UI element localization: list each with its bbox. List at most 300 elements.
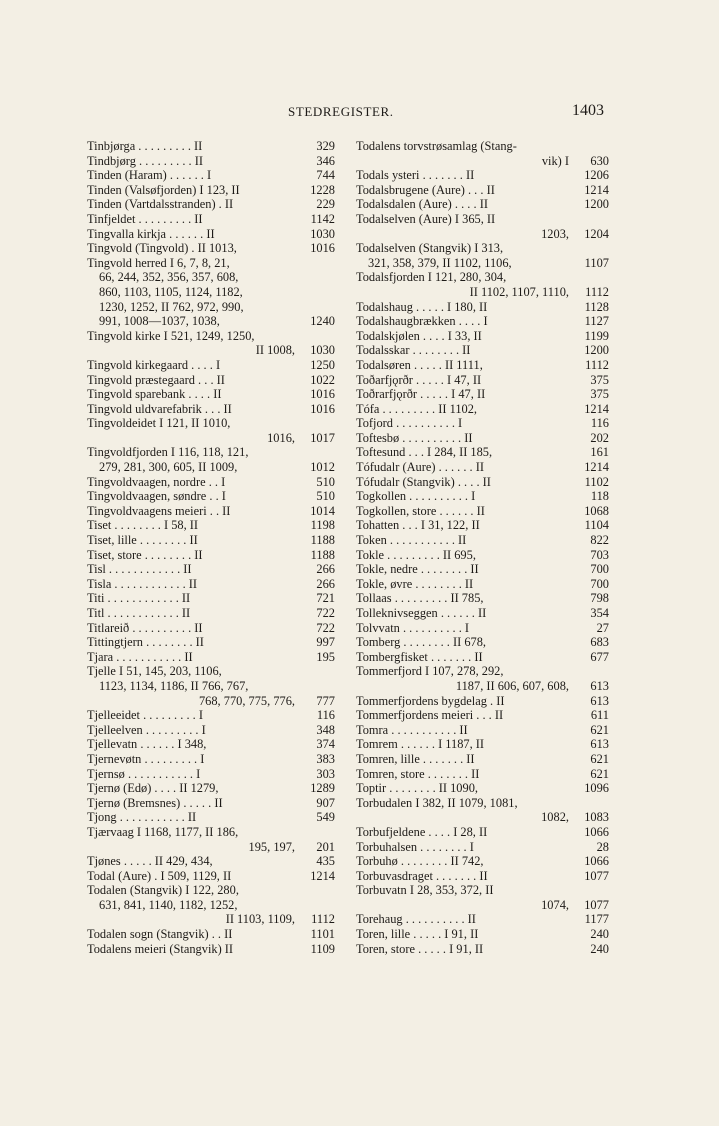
entry-text: Todals ysteri . . . . . . . II: [356, 168, 475, 183]
entry-text: Tingvoldvaagen, søndre . . I: [87, 489, 226, 504]
entry-text: Tommerfjordens meieri . . . II: [356, 708, 504, 723]
entry-line: [87, 475, 335, 490]
entry-line: [356, 314, 609, 329]
entry-line: [87, 577, 335, 592]
index-entry: [356, 883, 609, 912]
entry-line: [87, 883, 335, 898]
entry-continuation-line: [87, 679, 335, 694]
entry-line: [87, 168, 335, 183]
entry-page-ref: 1096: [584, 781, 609, 796]
entry-line: [356, 445, 609, 460]
entry-text: Tingvoldeidet I 121, II 1010,: [87, 416, 231, 431]
entry-text: Tjelle I 51, 145, 203, 1106,: [87, 664, 222, 679]
entry-page-ref: 822: [590, 533, 609, 548]
entry-text: Todalshaugbrækken . . . . I: [356, 314, 488, 329]
entry-text: 1082,: [541, 810, 569, 825]
entry-page-ref: 510: [316, 489, 335, 504]
entry-line: [356, 504, 609, 519]
entry-line: [356, 402, 609, 417]
entry-page-ref: 1068: [584, 503, 609, 518]
entry-page-ref: 28: [596, 839, 609, 854]
entry-text: Tingvoldvaagens meieri . . II: [87, 503, 231, 518]
entry-page-ref: 303: [316, 766, 335, 781]
index-entry: [87, 475, 335, 490]
entry-line: [87, 723, 335, 738]
entry-text: Tiset, store . . . . . . . . II: [87, 547, 203, 562]
index-entry: [356, 635, 609, 650]
entry-text: 1187, II 606, 607, 608,: [455, 678, 569, 693]
index-entry: [356, 445, 609, 460]
entry-page-ref: 798: [590, 591, 609, 606]
index-entry: [87, 606, 335, 621]
entry-page-ref: 1177: [584, 912, 609, 927]
index-entry: [356, 723, 609, 738]
index-entry: [356, 241, 609, 270]
index-entry: [87, 869, 335, 884]
entry-page-ref: 1014: [310, 503, 335, 518]
entry-text: Tomberg . . . . . . . . II 678,: [356, 635, 487, 650]
entry-text: Todal (Aure) . I 509, 1129, II: [87, 868, 232, 883]
entry-continuation-line: [87, 300, 335, 315]
entry-line: [87, 373, 335, 388]
index-entry: [87, 402, 335, 417]
entry-page-ref: 1206: [584, 168, 609, 183]
entry-line: [356, 942, 609, 957]
entry-page-ref: 722: [316, 606, 335, 620]
index-entry: [356, 548, 609, 563]
entry-text: Titlareið . . . . . . . . . . II: [87, 620, 203, 635]
entry-page-ref: 613: [590, 693, 609, 708]
entry-page-ref: 683: [590, 635, 609, 650]
entry-page-ref: 116: [590, 416, 609, 431]
entry-text: II 1103, 1109,: [225, 912, 295, 927]
index-entry: [356, 781, 609, 796]
entry-text: Tomren, lille . . . . . . . II: [356, 751, 475, 766]
entry-text: Tomrem . . . . . . I 1187, II: [356, 737, 485, 752]
index-entry: [356, 796, 609, 825]
index-entry: [87, 854, 335, 869]
entry-page-ref: 722: [316, 620, 335, 635]
entry-line: [87, 154, 335, 169]
index-entry: [356, 314, 609, 329]
entry-page-ref: 1077: [584, 868, 609, 883]
index-entry: [87, 533, 335, 548]
entry-text: 1203,: [541, 226, 569, 241]
entry-text: Todalen (Stangvik) I 122, 280,: [87, 883, 239, 898]
entry-page-ref: 721: [316, 591, 335, 606]
entry-page-ref: 613: [590, 737, 609, 752]
entry-line: [87, 548, 335, 563]
entry-text: Torbuhø . . . . . . . . II 742,: [356, 854, 484, 869]
entry-text: 1074,: [541, 897, 569, 912]
entry-page-ref: 375: [590, 372, 609, 387]
index-entry: [356, 621, 609, 636]
entry-line: [356, 212, 609, 227]
index-entry: [87, 504, 335, 519]
entry-text: Tingvold præstegaard . . . II: [87, 372, 225, 387]
page-number: 1403: [572, 102, 604, 119]
index-entry: [356, 460, 609, 475]
index-entry: [356, 358, 609, 373]
entry-line: [87, 708, 335, 723]
entry-text: Toftesund . . . I 284, II 185,: [356, 445, 493, 460]
entry-line: [356, 883, 609, 898]
entry-text: Tittingtjern . . . . . . . . II: [87, 635, 204, 650]
index-entry: [87, 883, 335, 927]
entry-text: Toptir . . . . . . . . II 1090,: [356, 781, 478, 796]
entry-line: [356, 460, 609, 475]
entry-page-ref: 1240: [310, 314, 335, 329]
entry-line: [356, 139, 609, 154]
entry-page-ref: 1016: [310, 387, 335, 402]
entry-page-ref: [295, 883, 335, 898]
entry-page-ref: [569, 139, 609, 154]
entry-page-ref: 1214: [584, 182, 609, 197]
entry-page-ref: [295, 825, 335, 840]
index-column-left: [87, 139, 335, 956]
index-entry: [87, 416, 335, 445]
entry-text: Tinden (Vartdalsstranden) . II: [87, 197, 234, 212]
entry-page-ref: [295, 664, 335, 679]
entry-text: Tingvalla kirkja . . . . . . II: [87, 226, 215, 241]
entry-page-ref: 435: [316, 854, 335, 869]
index-column-right: [356, 139, 609, 956]
entry-text: 991, 1008—1037, 1038,: [99, 314, 220, 329]
entry-text: Tjara . . . . . . . . . . . II: [87, 649, 193, 664]
entry-line: [87, 504, 335, 519]
entry-page-ref: 630: [590, 153, 609, 168]
index-entry: [87, 810, 335, 825]
entry-page-ref: [295, 416, 335, 431]
entry-text: 631, 841, 1140, 1182, 1252,: [99, 897, 238, 912]
entry-line: [356, 912, 609, 927]
entry-line: [356, 416, 609, 431]
entry-page-ref: 1228: [310, 182, 335, 197]
entry-line: [356, 358, 609, 373]
index-entry: [87, 737, 335, 752]
entry-continuation-line: [87, 431, 335, 446]
entry-line: [356, 270, 609, 285]
entry-page-ref: 997: [316, 635, 335, 650]
index-entry: [87, 767, 335, 782]
entry-line: [87, 737, 335, 752]
entry-page-ref: 1104: [584, 518, 609, 533]
entry-page-ref: 346: [316, 153, 335, 168]
entry-text: Toren, store . . . . . I 91, II: [356, 941, 484, 956]
index-entry: [356, 387, 609, 402]
entry-line: [87, 212, 335, 227]
entry-page-ref: 1017: [310, 430, 335, 445]
index-entry: [87, 927, 335, 942]
entry-page-ref: [295, 329, 335, 344]
entry-page-ref: [295, 256, 335, 271]
entry-continuation-line: [87, 285, 335, 300]
index-entry: [356, 912, 609, 927]
entry-text: Token . . . . . . . . . . . II: [356, 533, 467, 548]
entry-line: [356, 183, 609, 198]
index-entry: [356, 343, 609, 358]
entry-page-ref: 1289: [310, 781, 335, 796]
entry-text: Tingvold (Tingvold) . II 1013,: [87, 241, 237, 256]
entry-continuation-line: [356, 154, 609, 169]
index-entry: [87, 387, 335, 402]
entry-page-ref: 1030: [310, 226, 335, 241]
entry-line: [87, 227, 335, 242]
entry-text: 1123, 1134, 1186, II 766, 767,: [99, 678, 249, 693]
entry-page-ref: [295, 285, 335, 300]
entry-page-ref: 700: [590, 562, 609, 577]
entry-line: [87, 416, 335, 431]
entry-page-ref: [569, 241, 609, 256]
entry-line: [356, 197, 609, 212]
entry-page-ref: [295, 300, 335, 315]
entry-line: [87, 256, 335, 271]
entry-text: Torbuvasdraget . . . . . . . II: [356, 868, 488, 883]
entry-page-ref: 703: [590, 547, 609, 562]
entry-text: Tinden (Valsøfjorden) I 123, II: [87, 182, 240, 197]
entry-page-ref: 354: [590, 606, 609, 620]
index-entry: [87, 635, 335, 650]
index-entry: [356, 183, 609, 198]
entry-text: Tokle, øvre . . . . . . . . II: [356, 576, 474, 591]
entry-line: [356, 373, 609, 388]
entry-line: [87, 635, 335, 650]
entry-page-ref: 621: [590, 722, 609, 737]
entry-text: Toðrarfjǫrðr . . . . . I 47, II: [356, 387, 486, 402]
entry-line: [356, 840, 609, 855]
entry-text: 279, 281, 300, 605, II 1009,: [99, 460, 238, 475]
index-entry: [356, 854, 609, 869]
entry-line: [87, 445, 335, 460]
entry-text: vik) I: [541, 153, 569, 168]
entry-page-ref: 1214: [310, 868, 335, 883]
index-entry: [87, 256, 335, 329]
entry-line: [356, 518, 609, 533]
entry-text: Todalsfjorden I 121, 280, 304,: [356, 270, 507, 285]
index-entry: [356, 270, 609, 299]
entry-page-ref: [569, 796, 609, 811]
entry-continuation-line: [356, 227, 609, 242]
entry-page-ref: 375: [590, 387, 609, 402]
entry-text: Togkollen, store . . . . . . II: [356, 503, 485, 518]
index-entry: [87, 942, 335, 957]
entry-page-ref: [295, 445, 335, 460]
entry-page-ref: 266: [316, 576, 335, 591]
entry-text: Todalsskar . . . . . . . . II: [356, 343, 471, 358]
entry-line: [87, 183, 335, 198]
entry-text: Tokle . . . . . . . . . II 695,: [356, 547, 476, 562]
entry-page-ref: 329: [316, 139, 335, 153]
entry-line: [356, 241, 609, 256]
entry-text: 66, 244, 352, 356, 357, 608,: [99, 270, 239, 285]
entry-text: Tófa . . . . . . . . . II 1102,: [356, 401, 478, 416]
entry-text: Tjong . . . . . . . . . . . II: [87, 810, 197, 825]
entry-text: Torbuhalsen . . . . . . . . I: [356, 839, 474, 854]
entry-line: [87, 606, 335, 621]
entry-text: Tjernø (Bremsnes) . . . . . II: [87, 795, 223, 810]
entry-line: [87, 358, 335, 373]
entry-page-ref: [569, 883, 609, 898]
entry-line: [356, 737, 609, 752]
index-entry: [356, 942, 609, 957]
index-entry: [356, 212, 609, 241]
entry-text: Tingvold kirkegaard . . . . I: [87, 357, 221, 372]
index-entry: [87, 562, 335, 577]
entry-page-ref: 744: [316, 168, 335, 183]
entry-line: [87, 489, 335, 504]
index-entry: [87, 183, 335, 198]
entry-text: Todalselven (Stangvik) I 313,: [356, 241, 504, 256]
entry-line: [356, 168, 609, 183]
index-entry: [87, 168, 335, 183]
entry-line: [87, 533, 335, 548]
entry-page-ref: 1112: [585, 284, 609, 299]
entry-continuation-line: [87, 912, 335, 927]
index-entry: [356, 489, 609, 504]
entry-page-ref: [569, 270, 609, 285]
index-entry: [87, 445, 335, 474]
entry-text: Togkollen . . . . . . . . . . I: [356, 489, 476, 504]
index-entry: [356, 606, 609, 621]
index-entry: [87, 825, 335, 854]
index-entry: [356, 300, 609, 315]
entry-line: [356, 825, 609, 840]
entry-text: Tomra . . . . . . . . . . . II: [356, 722, 468, 737]
entry-text: II 1008,: [255, 343, 295, 358]
entry-page-ref: 1030: [310, 343, 335, 358]
index-entry: [87, 373, 335, 388]
index-entry: [87, 708, 335, 723]
entry-page-ref: 1250: [310, 357, 335, 372]
index-entry: [356, 562, 609, 577]
entry-text: Todalsdalen (Aure) . . . . II: [356, 197, 488, 212]
index-entry: [87, 518, 335, 533]
entry-line: [87, 241, 335, 256]
entry-continuation-line: [356, 256, 609, 271]
entry-line: [356, 300, 609, 315]
entry-continuation-line: [87, 270, 335, 285]
entry-text: Tófudalr (Stangvik) . . . . II: [356, 474, 491, 489]
entry-line: [356, 854, 609, 869]
entry-text: Todalshaug . . . . . I 180, II: [356, 299, 488, 314]
entry-text: Tófudalr (Aure) . . . . . . II: [356, 460, 484, 475]
page-header: [0, 102, 719, 124]
index-entry: [87, 781, 335, 796]
entry-page-ref: 613: [590, 678, 609, 693]
entry-text: Tofjord . . . . . . . . . . I: [356, 416, 463, 431]
index-entry: [356, 840, 609, 855]
entry-page-ref: 1127: [584, 314, 609, 329]
entry-line: [356, 694, 609, 709]
entry-text: Titl . . . . . . . . . . . . II: [87, 606, 191, 620]
entry-page-ref: 1066: [584, 824, 609, 839]
index-entry: [87, 227, 335, 242]
entry-page-ref: 383: [316, 751, 335, 766]
entry-text: Torbudalen I 382, II 1079, 1081,: [356, 795, 518, 810]
entry-text: Tokle, nedre . . . . . . . . II: [356, 562, 479, 577]
entry-page-ref: [295, 679, 335, 694]
entry-page-ref: 1012: [310, 460, 335, 475]
entry-continuation-line: [356, 285, 609, 300]
index-entry: [87, 212, 335, 227]
index-entry: [87, 548, 335, 563]
entry-page-ref: 240: [590, 941, 609, 956]
entry-continuation-line: [356, 898, 609, 913]
entry-text: 195, 197,: [248, 839, 295, 854]
entry-text: 860, 1103, 1105, 1124, 1182,: [99, 284, 243, 299]
entry-continuation-line: [87, 840, 335, 855]
index-entry: [87, 577, 335, 592]
entry-page-ref: 118: [590, 489, 609, 504]
entry-line: [87, 927, 335, 942]
entry-page-ref: 1199: [584, 328, 609, 343]
entry-line: [87, 869, 335, 884]
entry-page-ref: 229: [316, 197, 335, 212]
entry-text: Tjærvaag I 1168, 1177, II 186,: [87, 824, 239, 839]
entry-page-ref: 907: [316, 795, 335, 810]
entry-page-ref: 1188: [310, 533, 335, 548]
entry-page-ref: 1204: [584, 226, 609, 241]
entry-text: Torehaug . . . . . . . . . . II: [356, 912, 476, 927]
entry-page-ref: [569, 664, 609, 679]
entry-page-ref: [569, 212, 609, 227]
entry-page-ref: 1142: [310, 211, 335, 226]
entry-line: [87, 752, 335, 767]
entry-text: Torbufjeldene . . . . I 28, II: [356, 824, 488, 839]
index-entry: [87, 752, 335, 767]
entry-continuation-line: [87, 343, 335, 358]
index-entry: [87, 329, 335, 358]
index-entry: [356, 650, 609, 665]
index-entry: [87, 154, 335, 169]
index-entry: [356, 752, 609, 767]
entry-text: Todalens torvstrøsamlag (Stang-: [356, 139, 517, 153]
entry-continuation-line: [356, 810, 609, 825]
entry-line: [87, 825, 335, 840]
entry-page-ref: [295, 898, 335, 913]
entry-text: Tommerfjord I 107, 278, 292,: [356, 664, 504, 679]
entry-continuation-line: [87, 898, 335, 913]
entry-text: Tjønes . . . . . II 429, 434,: [87, 854, 213, 869]
entry-page-ref: 677: [590, 649, 609, 664]
entry-text: Tolvvatn . . . . . . . . . . I: [356, 620, 470, 635]
entry-text: Tjernevøtn . . . . . . . . . I: [87, 751, 205, 766]
entry-page-ref: 1016: [310, 241, 335, 256]
entry-text: Tommerfjordens bygdelag . II: [356, 693, 505, 708]
entry-line: [356, 548, 609, 563]
entry-page-ref: 1066: [584, 854, 609, 869]
entry-line: [87, 139, 335, 154]
entry-text: Tingvold sparebank . . . . II: [87, 387, 222, 402]
entry-page-ref: 1198: [310, 518, 335, 533]
entry-page-ref: 1200: [584, 343, 609, 358]
entry-line: [356, 533, 609, 548]
entry-text: II 1102, 1107, 1110,: [469, 284, 569, 299]
entry-page-ref: 201: [316, 839, 335, 854]
index-entry: [356, 577, 609, 592]
entry-page-ref: 1102: [584, 474, 609, 489]
index-entry: [356, 168, 609, 183]
entry-page-ref: 161: [590, 445, 609, 460]
entry-continuation-line: [87, 314, 335, 329]
entry-line: [87, 796, 335, 811]
entry-text: 321, 358, 379, II 1102, 1106,: [368, 255, 512, 270]
entry-text: Tiset, lille . . . . . . . . II: [87, 533, 198, 548]
entry-page-ref: 374: [316, 737, 335, 752]
index-entry: [356, 533, 609, 548]
running-title: STEDREGISTER.: [288, 104, 394, 119]
entry-text: Tiset . . . . . . . . I 58, II: [87, 518, 199, 533]
